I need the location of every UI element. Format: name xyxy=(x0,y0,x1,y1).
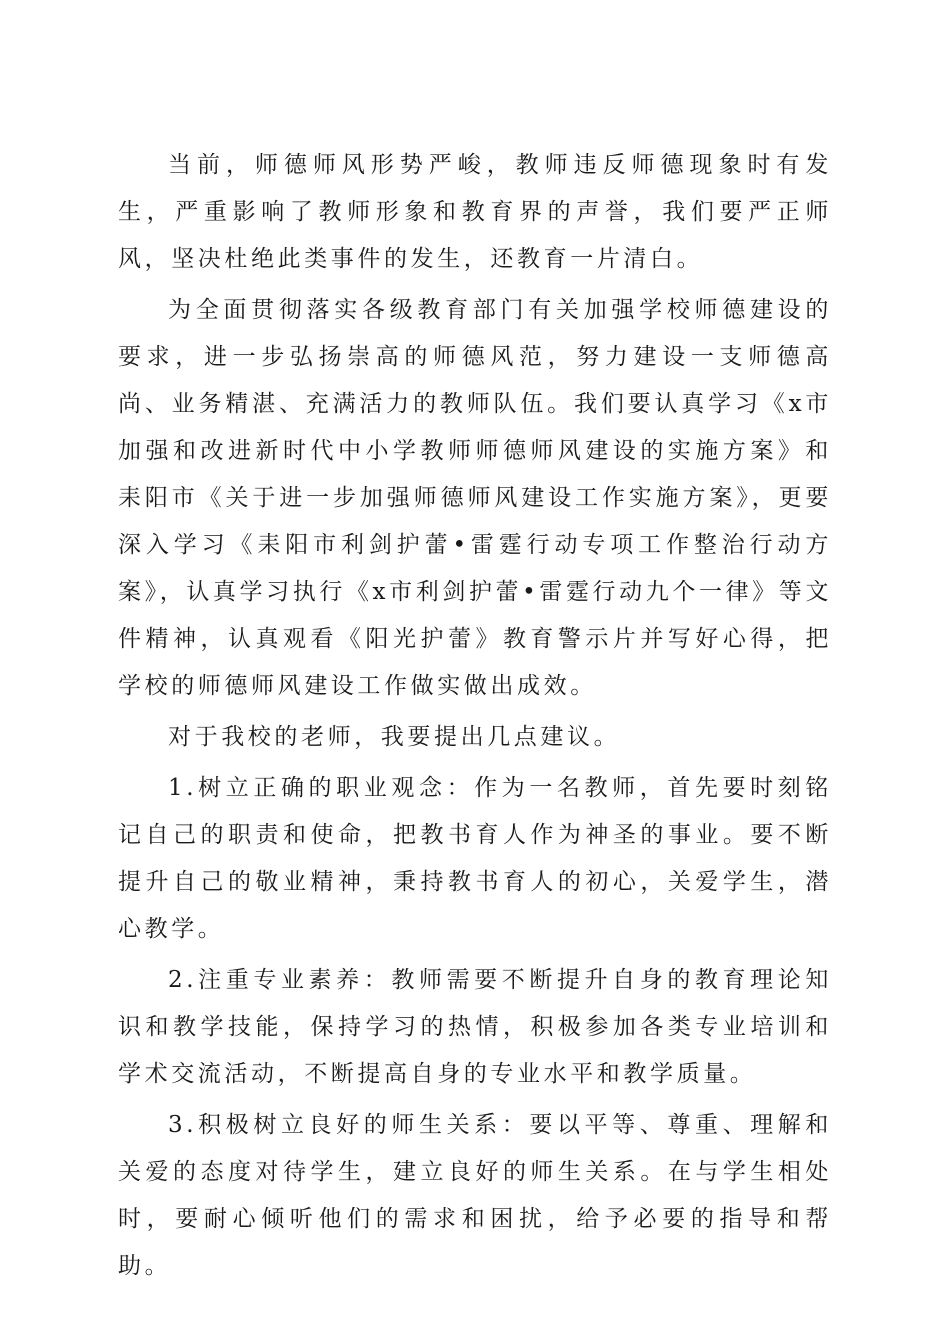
paragraph-requirements: 为全面贯彻落实各级教育部门有关加强学校师德建设的要求，进一步弘扬崇高的师德风范，努力建设一支师德高尚、业务精湛、充满活力的教师队伍。我们要认真学习《x市加强和改进新时代中小学教师师德师风建设的实施方案》和耒阳市《关于进一步加强师德师风建设工作实施方案》，更要深入学习《耒阳市利剑护蕾•雷霆行动专项工作整治行动方案》，认真学习执行《x市利剑护蕾•雷霆行动九个一律》等文件精神，认真观看《阳光护蕾》教育警示片并写好心得，把学校的师德师风建设工作做实做出成效。 xyxy=(118,297,832,699)
paragraph-suggestion-3: 3.积极树立良好的师生关系：要以平等、尊重、理解和关爱的态度对待学生，建立良好的师生关系。在与学生相处时，要耐心倾听他们的需求和困扰，给予必要的指导和帮助。 xyxy=(118,1112,832,1279)
document-body xyxy=(118,142,832,1294)
paragraph-suggestions-intro: 对于我校的老师，我要提出几点建议。 xyxy=(168,724,621,750)
paragraph-suggestion-1: 1.树立正确的职业观念：作为一名教师，首先要时刻铭记自己的职责和使命，把教书育人作为神圣的事业。要不断提升自己的敬业精神，秉持教书育人的初心，关爱学生，潜心教学。 xyxy=(118,775,832,942)
paragraph-suggestion-2: 2.注重专业素养：教师需要不断提升自身的教育理论知识和教学技能，保持学习的热情，积极参加各类专业培训和学术交流活动，不断提高自身的专业水平和教学质量。 xyxy=(118,967,832,1087)
paragraph-situation: 当前，师德师风形势严峻，教师违反师德现象时有发生，严重影响了教师形象和教育界的声誉，我们要严正师风，坚决杜绝此类事件的发生，还教育一片清白。 xyxy=(118,152,832,272)
